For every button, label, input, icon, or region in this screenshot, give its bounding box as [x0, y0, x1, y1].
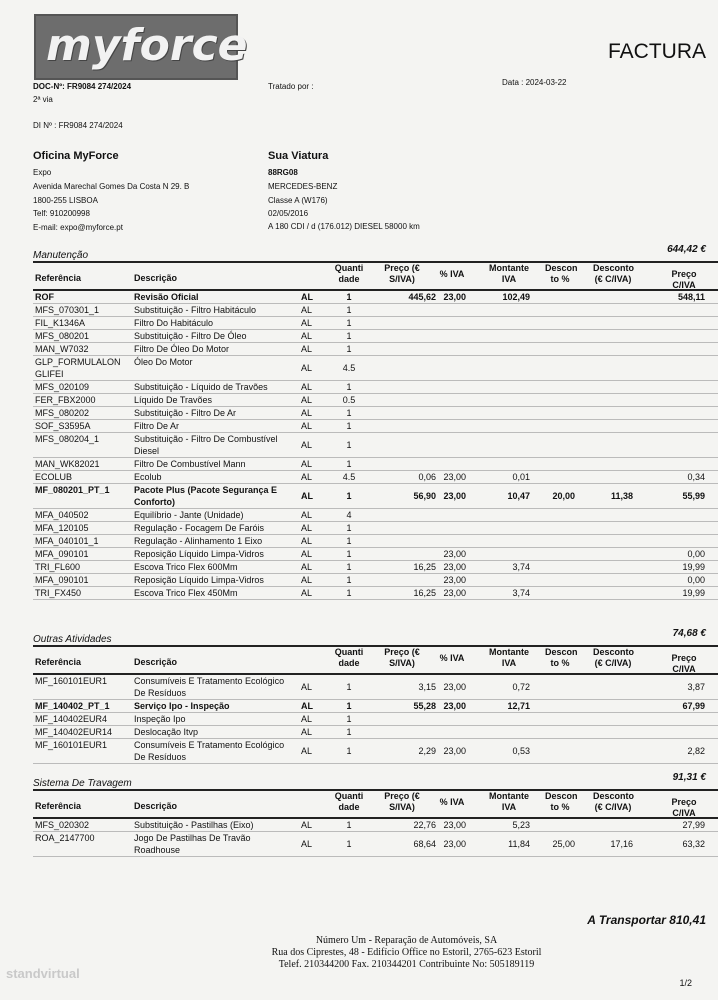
cell-desc: Revisão Oficial	[134, 292, 199, 302]
section-total: 91,31 €	[672, 772, 706, 783]
table-header	[33, 791, 718, 819]
cell-ref: MF_160101EUR1	[35, 740, 108, 750]
footer-address: Rua dos Ciprestes, 48 - Edifício Office no Estoril, 2765-623 Estoril	[271, 947, 542, 958]
cell-qty: 1	[346, 491, 352, 501]
cell-qty: 4.5	[342, 363, 356, 373]
cell-pciva: 63,32	[682, 839, 705, 849]
carry-forward-total: A Transportar 810,41	[587, 913, 706, 927]
cell-mont: 102,49	[502, 292, 530, 302]
desc-header-line: Descrição	[134, 657, 178, 667]
cell-iva: 23,00	[443, 549, 466, 559]
discount-pct-header	[545, 647, 578, 669]
section-title: Sistema De Travagem	[33, 778, 132, 789]
table-row	[33, 713, 718, 726]
cell-qty: 1	[346, 839, 352, 849]
vat-header	[438, 797, 466, 808]
table-row	[33, 330, 718, 343]
desc-header	[134, 657, 294, 668]
cell-un: AL	[301, 701, 313, 711]
cell-iva: 23,00	[443, 588, 466, 598]
vat-amount-header-line: IVA	[501, 658, 517, 668]
cell-ref: MFA_090101	[35, 549, 89, 559]
table-row	[33, 832, 718, 857]
footer-contacts: Telef. 210344200 Fax. 210344201 Contribuinte No: 505189119	[278, 959, 535, 970]
watermark: standvirtual	[6, 966, 80, 981]
footer	[0, 935, 718, 971]
cell-ref: MFA_090101	[35, 575, 89, 585]
table-row	[33, 343, 718, 356]
cell-iva: 23,00	[443, 820, 466, 830]
table-row	[33, 458, 718, 471]
cell-un: AL	[301, 820, 313, 830]
ref-header-line: Referência	[35, 273, 82, 283]
vat-header-line: % IVA	[439, 653, 465, 663]
cell-mont: 5,23	[512, 820, 530, 830]
discount-eur-header-line: (€ C/IVA)	[594, 802, 632, 812]
cell-qty: 1	[346, 523, 352, 533]
ref-header-line: Referência	[35, 657, 82, 667]
vat-header-line: % IVA	[439, 797, 465, 807]
cell-dese: 17,16	[610, 839, 633, 849]
discount-pct-header-line: to %	[550, 274, 570, 284]
desc-header-line: Descrição	[134, 273, 178, 283]
cell-ref: MF_160101EUR1	[35, 676, 108, 686]
cell-ref: MFS_080202	[35, 408, 90, 418]
doc-number: DOC-Nº: FR9084 274/2024	[33, 82, 132, 91]
cell-qty: 4.5	[342, 472, 356, 482]
table-row	[33, 574, 718, 587]
footer-company: Número Um - Reparação de Automóveis, SA	[315, 935, 498, 946]
cell-ref: MFS_080204_1	[35, 434, 100, 444]
cell-desc: Escova Trico Flex 600Mm	[134, 562, 238, 572]
ref-header	[35, 801, 81, 812]
table-row	[33, 535, 718, 548]
cell-pciva: 0,34	[687, 472, 705, 482]
table-row	[33, 522, 718, 535]
cell-qty: 1	[346, 408, 352, 418]
cell-un: AL	[301, 363, 313, 373]
cell-desc: Consumíveis E Tratamento Ecológico De Resíduos	[134, 740, 285, 762]
cell-ref: MAN_W7032	[35, 344, 89, 354]
cell-ref: TRI_FL600	[35, 562, 81, 572]
cell-ref: ROF	[35, 292, 54, 302]
cell-pciva: 55,99	[682, 491, 705, 501]
vehicle-engine: A 180 CDI / d (176.012) DIESEL 58000 km	[268, 222, 420, 231]
discount-eur-header-line: Desconto	[593, 791, 635, 801]
vat-amount-header-line: Montante	[489, 791, 529, 801]
table-row	[33, 587, 718, 600]
cell-pciva: 3,87	[687, 682, 705, 692]
table-row	[33, 739, 718, 764]
discount-eur-header	[593, 647, 633, 669]
table-header	[33, 647, 718, 675]
vehicle-brand: MERCEDES-BENZ	[268, 182, 338, 191]
cell-qty: 1	[346, 292, 352, 302]
cell-ref: TRI_FX450	[35, 588, 82, 598]
di-number: DI Nº : FR9084 274/2024	[33, 121, 123, 130]
discount-eur-header-line: Desconto	[593, 647, 635, 657]
company-line-2: Avenida Marechal Gomes Da Costa N 29. B	[33, 182, 190, 191]
cell-desc: Filtro Do Habitáculo	[134, 318, 214, 328]
cell-desc: Filtro De Óleo Do Motor	[134, 344, 230, 354]
cell-ref: MFS_070301_1	[35, 305, 100, 315]
cell-pciva: 0,00	[687, 549, 705, 559]
qty-header	[333, 791, 365, 813]
cell-preco: 56,90	[413, 491, 436, 501]
cell-qty: 1	[346, 562, 352, 572]
cell-un: AL	[301, 746, 313, 756]
cell-pciva: 19,99	[682, 588, 705, 598]
cell-un: AL	[301, 588, 313, 598]
document-type: FACTURA	[608, 40, 707, 63]
cell-qty: 1	[346, 727, 352, 737]
vat-amount-header-line: Montante	[489, 263, 529, 273]
cell-iva: 23,00	[443, 562, 466, 572]
cell-un: AL	[301, 682, 313, 692]
cell-qty: 1	[346, 701, 352, 711]
cell-mont: 12,71	[507, 701, 530, 711]
vehicle-model: Classe A (W176)	[268, 196, 328, 205]
qty-header-line: dade	[338, 658, 360, 668]
cell-desc: Reposição Líquido Limpa-Vidros	[134, 575, 264, 585]
line-items-table	[33, 791, 718, 857]
vat-header	[438, 653, 466, 664]
cell-qty: 1	[346, 318, 352, 328]
cell-ref: MFA_120105	[35, 523, 89, 533]
cell-iva: 23,00	[443, 292, 466, 302]
cell-desc: Reposição Líquido Limpa-Vidros	[134, 549, 264, 559]
cell-desc: Regulação - Alinhamento 1 Eixo	[134, 536, 263, 546]
discount-eur-header-line: Desconto	[593, 263, 635, 273]
cell-mont: 10,47	[507, 491, 530, 501]
cell-ref: MFA_040502	[35, 510, 89, 520]
cell-qty: 1	[346, 536, 352, 546]
cell-un: AL	[301, 459, 313, 469]
cell-iva: 23,00	[443, 746, 466, 756]
vat-amount-header-line: IVA	[501, 802, 517, 812]
price-with-vat-header	[663, 797, 705, 819]
discount-pct-header	[545, 263, 578, 285]
cell-un: AL	[301, 523, 313, 533]
qty-header-line: dade	[338, 802, 360, 812]
invoice-date: Data : 2024-03-22	[502, 78, 567, 87]
cell-qty: 1	[346, 344, 352, 354]
price-with-vat-header	[663, 269, 705, 291]
section-title: Manutenção	[33, 250, 89, 261]
cell-un: AL	[301, 421, 313, 431]
vehicle-title: Sua Viatura	[268, 150, 329, 162]
cell-iva: 23,00	[443, 839, 466, 849]
cell-desc: Deslocação Itvp	[134, 727, 199, 737]
cell-ref: MAN_WK82021	[35, 459, 100, 469]
cell-qty: 1	[346, 714, 352, 724]
ref-header	[35, 273, 81, 284]
cell-preco: 16,25	[413, 562, 436, 572]
cell-mont: 0,72	[512, 682, 530, 692]
cell-desc: Substituição - Líquido de Travões	[134, 382, 268, 392]
qty-header-line: dade	[338, 274, 360, 284]
vat-amount-header	[488, 647, 530, 669]
qty-header-line: Quanti	[334, 647, 364, 657]
discount-pct-header	[545, 791, 578, 813]
desc-header	[134, 273, 294, 284]
cell-preco: 0,06	[418, 472, 436, 482]
cell-ref: ECOLUB	[35, 472, 73, 482]
company-line-1: Expo	[33, 168, 52, 177]
cell-un: AL	[301, 382, 313, 392]
desc-header-line: Descrição	[134, 801, 178, 811]
ref-header-line: Referência	[35, 801, 82, 811]
cell-preco: 2,29	[418, 746, 436, 756]
discount-eur-header-line: (€ C/IVA)	[594, 658, 632, 668]
vehicle-date: 02/05/2016	[268, 209, 309, 218]
cell-un: AL	[301, 305, 313, 315]
cell-desc: Inspeção Ipo	[134, 714, 186, 724]
price-with-vat-header	[663, 653, 705, 675]
cell-qty: 1	[346, 382, 352, 392]
cell-pciva: 67,99	[682, 701, 705, 711]
table-row	[33, 304, 718, 317]
cell-ref: MF_140402_PT_1	[35, 701, 110, 711]
section-title: Outras Atividades	[33, 634, 112, 645]
cell-un: AL	[301, 727, 313, 737]
table-row	[33, 433, 718, 458]
cell-ref: MFS_080201	[35, 331, 90, 341]
cell-desc: Substituição - Filtro De Combustível Diesel	[134, 434, 278, 456]
section-total: 644,42 €	[667, 244, 706, 255]
table-row	[33, 420, 718, 433]
table-row	[33, 819, 718, 832]
logo-text: myforce	[46, 20, 248, 71]
cell-desc: Substituição - Filtro Habitáculo	[134, 305, 257, 315]
cell-un: AL	[301, 562, 313, 572]
cell-desc: Substituição - Filtro De Ar	[134, 408, 237, 418]
section-total: 74,68 €	[672, 628, 706, 639]
cell-un: AL	[301, 536, 313, 546]
discount-eur-header	[593, 263, 633, 285]
cell-ref: FER_FBX2000	[35, 395, 96, 405]
table-row	[33, 291, 718, 304]
cell-mont: 0,53	[512, 746, 530, 756]
qty-header	[333, 647, 365, 669]
table-row	[33, 317, 718, 330]
company-email: E-mail: expo@myforce.pt	[33, 223, 123, 232]
cell-qty: 1	[346, 440, 352, 450]
cell-qty: 1	[346, 421, 352, 431]
table-row	[33, 407, 718, 420]
cell-preco: 16,25	[413, 588, 436, 598]
company-name: Oficina MyForce	[33, 150, 119, 162]
discount-pct-header-line: Descon	[545, 791, 578, 801]
cell-ref: MF_140402EUR14	[35, 727, 113, 737]
cell-preco: 3,15	[418, 682, 436, 692]
price-with-vat-header-line: Preço C/IVA	[671, 269, 697, 290]
discount-eur-header	[593, 791, 633, 813]
discount-pct-header-line: Descon	[545, 647, 578, 657]
cell-un: AL	[301, 839, 313, 849]
cell-desc: Substituição - Filtro De Óleo	[134, 331, 247, 341]
table-header	[33, 263, 718, 291]
cell-desc: Consumíveis E Tratamento Ecológico De Resíduos	[134, 676, 285, 698]
table-body	[33, 819, 718, 857]
table-row	[33, 356, 718, 381]
cell-pciva: 2,82	[687, 746, 705, 756]
table-row	[33, 484, 718, 509]
table-row	[33, 675, 718, 700]
cell-desp: 20,00	[552, 491, 575, 501]
cell-qty: 1	[346, 588, 352, 598]
price-header	[368, 263, 436, 285]
copy-label: 2ª via	[33, 95, 53, 104]
cell-desc: Substituição - Pastilhas (Eixo)	[134, 820, 254, 830]
cell-qty: 1	[346, 305, 352, 315]
cell-un: AL	[301, 549, 313, 559]
cell-ref: FIL_K1346A	[35, 318, 86, 328]
discount-pct-header-line: to %	[550, 658, 570, 668]
cell-mont: 3,74	[512, 588, 530, 598]
cell-un: AL	[301, 292, 313, 302]
vat-amount-header	[488, 263, 530, 285]
cell-un: AL	[301, 440, 313, 450]
price-header	[368, 647, 436, 669]
cell-desc: Regulação - Focagem De Faróis	[134, 523, 265, 533]
cell-qty: 1	[346, 746, 352, 756]
cell-un: AL	[301, 344, 313, 354]
price-header	[368, 791, 436, 813]
price-header-line: S/IVA)	[389, 274, 415, 284]
cell-iva: 23,00	[443, 575, 466, 585]
cell-ref: MF_140402EUR4	[35, 714, 108, 724]
cell-desc: Equilíbrio - Jante (Unidade)	[134, 510, 244, 520]
qty-header	[333, 263, 365, 285]
table-body	[33, 291, 718, 600]
vehicle-plate: 88RG08	[268, 168, 298, 177]
cell-un: AL	[301, 395, 313, 405]
cell-qty: 1	[346, 682, 352, 692]
cell-ref: GLP_FORMULALON GLIFEI	[35, 357, 121, 379]
handled-by: Tratado por :	[268, 82, 314, 91]
discount-eur-header-line: (€ C/IVA)	[594, 274, 632, 284]
cell-desc: Filtro De Ar	[134, 421, 180, 431]
cell-preco: 55,28	[413, 701, 436, 711]
cell-desc: Serviço Ipo - Inspeção	[134, 701, 230, 711]
cell-un: AL	[301, 575, 313, 585]
cell-preco: 445,62	[408, 292, 436, 302]
cell-pciva: 0,00	[687, 575, 705, 585]
vat-amount-header-line: Montante	[489, 647, 529, 657]
vat-amount-header-line: IVA	[501, 274, 517, 284]
cell-un: AL	[301, 408, 313, 418]
cell-ref: SOF_S3595A	[35, 421, 91, 431]
cell-un: AL	[301, 472, 313, 482]
cell-dese: 11,38	[610, 491, 633, 501]
cell-desc: Jogo De Pastilhas De Travão Roadhouse	[134, 833, 251, 855]
myforce-logo	[34, 14, 248, 80]
cell-mont: 11,84	[508, 839, 530, 849]
cell-desc: Pacote Plus (Pacote Segurança E Conforto)	[134, 485, 278, 507]
cell-ref: MFA_040101_1	[35, 536, 99, 546]
company-phone: Telf: 910200998	[33, 209, 90, 218]
cell-qty: 1	[346, 820, 352, 830]
company-line-3: 1800-255 LISBOA	[33, 196, 98, 205]
vat-amount-header	[488, 791, 530, 813]
cell-qty: 0.5	[342, 395, 356, 405]
qty-header-line: Quanti	[334, 791, 364, 801]
cell-qty: 1	[346, 549, 352, 559]
cell-un: AL	[301, 331, 313, 341]
cell-qty: 1	[346, 575, 352, 585]
price-header-line: Preço (€	[384, 263, 420, 273]
table-row	[33, 561, 718, 574]
page-number: 1/2	[679, 978, 692, 988]
ref-header	[35, 657, 81, 668]
cell-un: AL	[301, 714, 313, 724]
price-with-vat-header-line: Preço C/IVA	[671, 653, 697, 674]
cell-qty: 4	[346, 510, 352, 520]
cell-un: AL	[301, 491, 313, 501]
table-row	[33, 394, 718, 407]
price-with-vat-header-line: Preço C/IVA	[671, 797, 697, 818]
cell-pciva: 19,99	[682, 562, 705, 572]
cell-preco: 22,76	[413, 820, 436, 830]
price-header-line: Preço (€	[384, 647, 420, 657]
cell-ref: ROA_2147700	[35, 833, 95, 843]
cell-pciva: 27,99	[682, 820, 705, 830]
price-header-line: S/IVA)	[389, 658, 415, 668]
cell-iva: 23,00	[443, 491, 466, 501]
cell-desp: 25,00	[552, 839, 575, 849]
cell-desc: Líquido De Travões	[134, 395, 213, 405]
discount-pct-header-line: Descon	[545, 263, 578, 273]
cell-iva: 23,00	[443, 701, 466, 711]
vat-header	[438, 269, 466, 280]
vat-header-line: % IVA	[439, 269, 465, 279]
cell-desc: Óleo Do Motor	[134, 357, 193, 367]
cell-ref: MFS_020109	[35, 382, 90, 392]
table-row	[33, 726, 718, 739]
cell-qty: 1	[346, 331, 352, 341]
desc-header	[134, 801, 294, 812]
price-header-line: Preço (€	[384, 791, 420, 801]
cell-ref: MF_080201_PT_1	[35, 485, 110, 495]
cell-mont: 0,01	[512, 472, 530, 482]
cell-qty: 1	[346, 459, 352, 469]
cell-un: AL	[301, 318, 313, 328]
table-row	[33, 509, 718, 522]
cell-desc: Ecolub	[134, 472, 162, 482]
qty-header-line: Quanti	[334, 263, 364, 273]
cell-iva: 23,00	[443, 682, 466, 692]
cell-un: AL	[301, 510, 313, 520]
table-row	[33, 700, 718, 713]
cell-desc: Escova Trico Flex 450Mm	[134, 588, 238, 598]
cell-mont: 3,74	[512, 562, 530, 572]
line-items-table	[33, 647, 718, 764]
price-header-line: S/IVA)	[389, 802, 415, 812]
cell-ref: MFS_020302	[35, 820, 90, 830]
discount-pct-header-line: to %	[550, 802, 570, 812]
table-row	[33, 471, 718, 484]
table-row	[33, 548, 718, 561]
cell-desc: Filtro De Combustível Mann	[134, 459, 246, 469]
table-row	[33, 381, 718, 394]
cell-pciva: 548,11	[677, 292, 705, 302]
cell-iva: 23,00	[443, 472, 466, 482]
table-body	[33, 675, 718, 764]
line-items-table	[33, 263, 718, 600]
cell-preco: 68,64	[413, 839, 436, 849]
